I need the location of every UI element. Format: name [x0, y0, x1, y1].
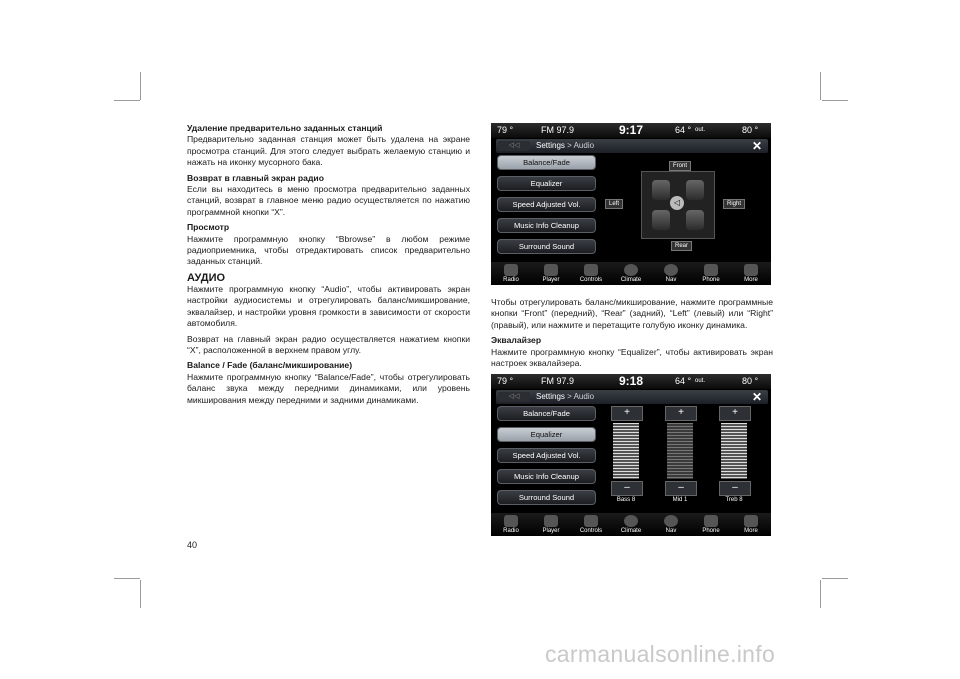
bottom-nav: [491, 262, 771, 285]
music-info-cleanup-button[interactable]: Music Info Cleanup: [497, 218, 596, 233]
seat-icon: [686, 210, 704, 230]
rear-button[interactable]: Rear: [671, 241, 692, 251]
radio-icon: [504, 264, 518, 276]
nav-controls[interactable]: Controls: [571, 515, 611, 534]
settings-header: [496, 390, 768, 404]
nav-radio[interactable]: Radio: [491, 264, 531, 283]
clock: 9:18: [619, 374, 644, 388]
nav-player[interactable]: Player: [531, 264, 571, 283]
breadcrumb: Settings > Audio: [536, 141, 595, 150]
temp-left: 79 °: [497, 125, 514, 135]
phone-icon: [704, 264, 718, 276]
status-bar: [491, 374, 771, 389]
audio-menu: [497, 406, 596, 511]
climate-icon: [624, 264, 638, 276]
front-button[interactable]: Front: [669, 161, 691, 171]
temp-right: 80 °: [742, 125, 759, 135]
paragraph: Нажмите программную кнопку “Audio”, чтобы активировать экран настройки аудиосистемы и отрегулировать баланс/микширование, эквалайзер, и настройки уровня громкости в зависимости от скорости автомобиля.: [187, 283, 470, 329]
balance-fade-button[interactable]: Balance/Fade: [497, 155, 596, 170]
paragraph: Нажмите программную кнопку “Balance/Fade”, чтобы отрегулировать баланс звука между передними динамиками, или уровень микширования между передними и задними динамиками.: [187, 371, 470, 405]
balance-fade-panel: [599, 155, 769, 259]
mid-minus-button[interactable]: –: [665, 481, 697, 496]
audio-menu: [497, 155, 596, 260]
nav-controls[interactable]: Controls: [571, 264, 611, 283]
bass-level-bar[interactable]: [613, 423, 639, 479]
cabin-seat-map[interactable]: [641, 171, 715, 239]
crop-mark: [820, 580, 821, 608]
close-button[interactable]: ✕: [751, 139, 762, 153]
controls-icon: [584, 515, 598, 527]
outside-temp: 64 °: [675, 376, 692, 386]
nav-phone[interactable]: Phone: [691, 264, 731, 283]
climate-icon: [624, 515, 638, 527]
nav-nav[interactable]: Nav: [651, 264, 691, 283]
section-title: Возврат в главный экран радио: [187, 172, 324, 183]
page-number: 40: [187, 540, 198, 550]
music-info-cleanup-button[interactable]: Music Info Cleanup: [497, 469, 596, 484]
mid-label: Mid 1: [672, 497, 688, 503]
back-button[interactable]: ◁◁: [498, 141, 530, 151]
section-title: Удаление предварительно заданных станций: [187, 123, 383, 133]
crop-mark: [820, 72, 821, 100]
radio-screen-equalizer: [491, 374, 771, 536]
crop-mark: [114, 578, 140, 579]
section-title: Balance / Fade (баланс/микширование): [187, 360, 353, 371]
paragraph: Предварительно заданная станция может быть удалена на экране просмотра станций. Для этого следует выбрать желаемую станцию и нажать на иконку мусорного бака.: [187, 134, 470, 168]
temp-left: 79 °: [497, 376, 514, 386]
radio-station: FM 97.9: [541, 125, 575, 135]
section-heading: АУДИО: [187, 271, 226, 284]
crop-mark: [140, 580, 141, 608]
nav-phone[interactable]: Phone: [691, 515, 731, 534]
more-icon: [744, 515, 758, 527]
paragraph: Нажмите программную кнопку “Bbrowse” в любом режиме радиоприемника, чтобы отредактировать список предварительно заданных станций.: [187, 233, 470, 267]
radio-station: FM 97.9: [541, 376, 575, 386]
nav-nav[interactable]: Nav: [651, 515, 691, 534]
seat-icon: [686, 180, 704, 200]
status-bar: [491, 123, 771, 138]
outside-temp: 64 °: [675, 125, 692, 135]
right-text-block: [491, 297, 773, 369]
treble-plus-button[interactable]: +: [719, 406, 751, 421]
outside-label: out.: [695, 378, 706, 384]
eq-bass: [611, 406, 641, 503]
eq-mid: [665, 406, 695, 503]
crop-mark: [114, 100, 140, 101]
section-title: Просмотр: [187, 222, 230, 233]
paragraph: Чтобы отрегулировать баланс/микширование, нажмите программные кнопки “Front” (передний), “Rear” (задний), “Left” (левый) или “Right” (правый), или нажмите и перетащите голубую иконку динамика.: [491, 297, 773, 330]
treble-level-bar[interactable]: [721, 423, 747, 479]
back-button[interactable]: ◁◁: [498, 392, 530, 402]
bass-minus-button[interactable]: –: [611, 481, 643, 496]
nav-more[interactable]: More: [731, 515, 771, 534]
settings-header: [496, 139, 768, 153]
watermark: carmanualsonline.info: [545, 641, 776, 667]
balance-fade-button[interactable]: Balance/Fade: [497, 406, 596, 421]
eq-treble: [719, 406, 749, 503]
mid-level-bar[interactable]: [667, 423, 693, 479]
equalizer-button[interactable]: Equalizer: [497, 176, 596, 191]
equalizer-button[interactable]: Equalizer: [497, 427, 596, 442]
clock: 9:17: [619, 123, 644, 137]
treble-label: Treb 8: [725, 497, 743, 503]
seat-icon: [652, 210, 670, 230]
nav-player[interactable]: Player: [531, 515, 571, 534]
left-button[interactable]: Left: [605, 199, 623, 209]
left-column: [187, 123, 470, 410]
paragraph: Нажмите программную кнопку “Equalizer”, чтобы активировать экран настроек эквалайзера.: [491, 346, 773, 369]
paragraph: Возврат на главный экран радио осуществляется нажатием кнопки “X”, расположенной в верхнем правом углу.: [187, 333, 470, 355]
nav-more[interactable]: More: [731, 264, 771, 283]
nav-climate[interactable]: Climate: [611, 515, 651, 534]
crop-mark: [140, 72, 141, 100]
nav-climate[interactable]: Climate: [611, 264, 651, 283]
bottom-nav: [491, 513, 771, 536]
mid-plus-button[interactable]: +: [665, 406, 697, 421]
radio-screen-balance: [491, 123, 771, 285]
nav-radio[interactable]: Radio: [491, 515, 531, 534]
speaker-icon[interactable]: ◁: [670, 196, 684, 210]
radio-icon: [504, 515, 518, 527]
nav-icon: [664, 264, 678, 276]
temp-right: 80 °: [742, 376, 759, 386]
controls-icon: [584, 264, 598, 276]
phone-icon: [704, 515, 718, 527]
nav-icon: [664, 515, 678, 527]
breadcrumb: Settings > Audio: [536, 392, 595, 401]
more-icon: [744, 264, 758, 276]
crop-mark: [822, 578, 848, 579]
outside-label: out.: [695, 127, 706, 133]
section-title: Эквалайзер: [491, 335, 542, 346]
treble-minus-button[interactable]: –: [719, 481, 751, 496]
bass-label: Bass 8: [616, 497, 636, 503]
bass-plus-button[interactable]: +: [611, 406, 643, 421]
surround-sound-button[interactable]: Surround Sound: [497, 490, 596, 505]
equalizer-panel: [599, 406, 769, 510]
player-icon: [544, 515, 558, 527]
player-icon: [544, 264, 558, 276]
right-button[interactable]: Right: [723, 199, 745, 209]
speed-adjusted-vol-button[interactable]: Speed Adjusted Vol.: [497, 448, 596, 463]
speed-adjusted-vol-button[interactable]: Speed Adjusted Vol.: [497, 197, 596, 212]
surround-sound-button[interactable]: Surround Sound: [497, 239, 596, 254]
paragraph: Если вы находитесь в меню просмотра предварительно заданных станций, возврат в главное меню радио осуществляется по нажатию программной кнопки “X”.: [187, 184, 470, 217]
crop-mark: [822, 100, 848, 101]
close-button[interactable]: ✕: [751, 390, 762, 404]
seat-icon: [652, 180, 670, 200]
